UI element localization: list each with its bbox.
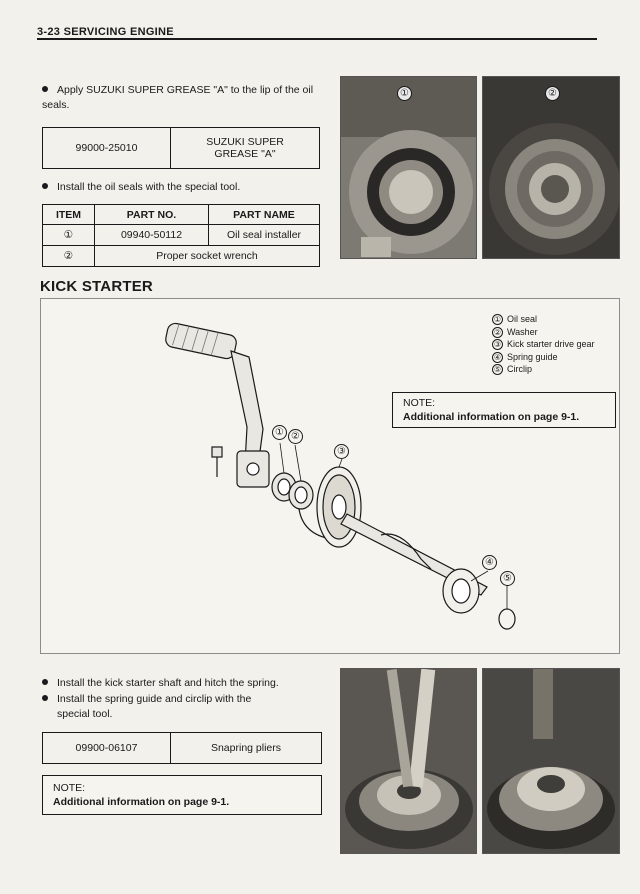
photo-oil-seal-installer <box>340 76 477 259</box>
legend-item <box>492 363 595 376</box>
callout-2: ② <box>545 86 560 101</box>
pliers-name: Snapring pliers <box>171 733 322 764</box>
legend-item <box>492 351 595 364</box>
legend-item <box>492 326 595 339</box>
note-text: Additional information on page 9-1. <box>53 796 230 808</box>
bullet-dot <box>42 695 48 701</box>
grease-instruction <box>42 83 324 113</box>
pliers-part-no: 09900-06107 <box>43 733 171 764</box>
legend-item <box>492 338 595 351</box>
legend-label: Circlip <box>507 364 533 374</box>
install-guide-instruction <box>42 692 326 722</box>
install-seal-instruction-text: Install the oil seals with the special tool. <box>57 181 241 193</box>
legend-label: Kick starter drive gear <box>507 339 595 349</box>
install-guide-text-line1: Install the spring guide and circlip with the <box>57 693 252 705</box>
photo-snapring-pliers <box>340 668 477 854</box>
bullet-dot <box>42 679 48 685</box>
diagram-note <box>392 392 616 428</box>
install-note <box>42 775 322 815</box>
install-seal-instruction <box>42 180 324 195</box>
bullet-dot <box>42 183 48 189</box>
diagram-callout-4: ④ <box>482 555 497 570</box>
grease-instruction-text: Apply SUZUKI SUPER GREASE "A" to the lip of the oil seals. <box>42 84 314 111</box>
grease-name-line1: SUZUKI SUPER <box>206 136 284 148</box>
seal-tool-table <box>42 204 320 267</box>
grease-table <box>42 127 320 169</box>
note-title: NOTE: <box>403 397 436 409</box>
install-shaft-text: Install the kick starter shaft and hitch the spring. <box>57 677 279 689</box>
table-row <box>43 225 320 246</box>
row1-part-no: 09940-50112 <box>95 225 209 246</box>
diagram-callout-5: ⑤ <box>500 571 515 586</box>
diagram-callout-3: ③ <box>334 444 349 459</box>
legend-label: Spring guide <box>507 351 558 362</box>
section-title: KICK STARTER <box>40 278 153 295</box>
legend-label: Washer <box>507 326 538 337</box>
install-shaft-instruction <box>42 676 326 691</box>
parts-legend <box>492 313 595 376</box>
callout-1: ① <box>397 86 412 101</box>
grease-part-no: 99000-25010 <box>43 128 171 169</box>
grease-name-line2: GREASE "A" <box>214 148 276 160</box>
legend-item <box>492 313 595 326</box>
legend-label: Oil seal <box>507 314 538 324</box>
photo-socket-wrench <box>482 76 620 259</box>
col-part-no: PART NO. <box>95 205 209 225</box>
row1-item: ① <box>43 225 95 246</box>
col-item: ITEM <box>43 205 95 225</box>
row2-item: ② <box>43 246 95 267</box>
photo-spring-guide-installed <box>482 668 620 854</box>
note-title: NOTE: <box>53 782 86 794</box>
col-part-name: PART NAME <box>209 205 320 225</box>
legend-num: ⑤ <box>493 365 502 374</box>
table-row <box>43 246 320 267</box>
diagram-callout-2: ② <box>288 429 303 444</box>
install-guide-text-line2: special tool. <box>57 708 113 720</box>
row2-part-name: Proper socket wrench <box>95 246 320 267</box>
legend-num: ④ <box>493 352 502 362</box>
pliers-table <box>42 732 322 764</box>
header-title: 3-23 SERVICING ENGINE <box>37 26 174 38</box>
row1-part-name: Oil seal installer <box>209 225 320 246</box>
grease-name <box>171 128 320 169</box>
legend-num: ② <box>493 327 502 337</box>
page-header <box>37 22 597 40</box>
legend-num: ③ <box>493 340 502 349</box>
legend-num: ① <box>493 315 502 324</box>
bullet-dot <box>42 86 48 92</box>
note-text: Additional information on page 9-1. <box>403 411 580 423</box>
diagram-callout-1: ① <box>272 425 287 440</box>
